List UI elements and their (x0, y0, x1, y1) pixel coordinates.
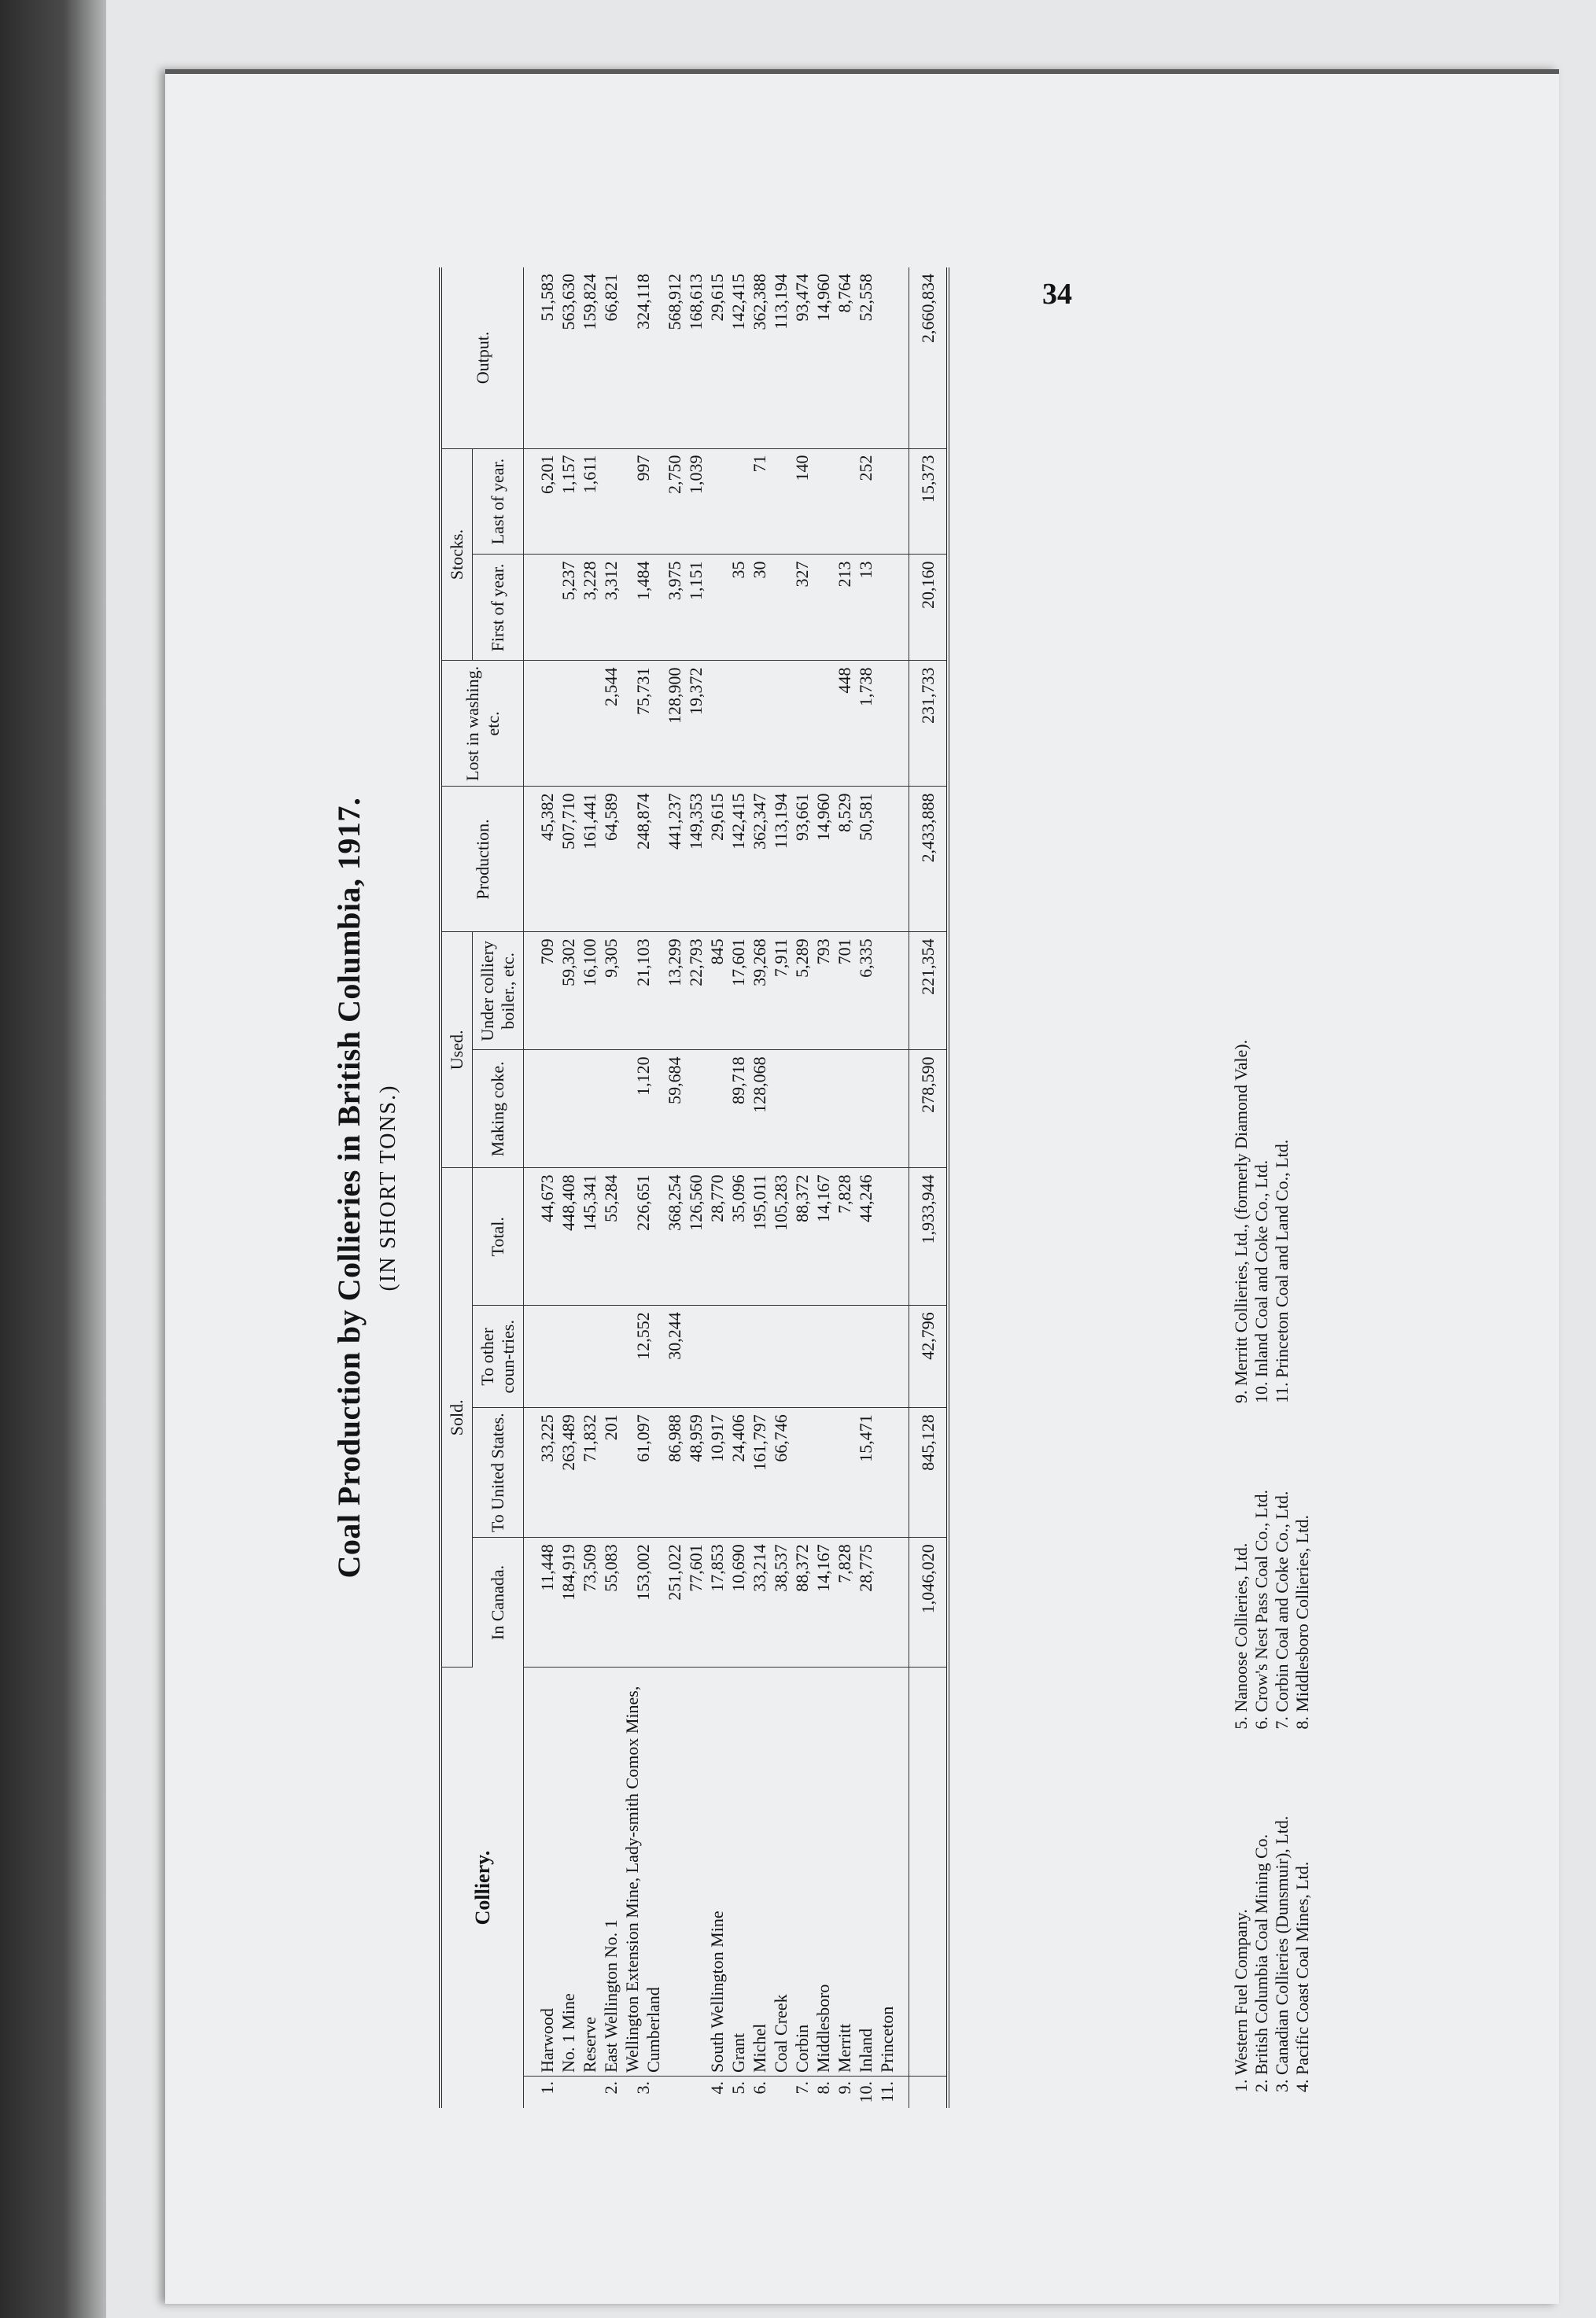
cell-production: 45,382 (524, 787, 558, 932)
totals-row (909, 267, 949, 2108)
cell-boilers: 7,911 (770, 932, 791, 1050)
cell-no (685, 2077, 706, 2108)
header-colliery: Colliery. (440, 1668, 524, 2108)
cell-lost (791, 661, 813, 787)
cell-in-canada: 153,002 (621, 1538, 664, 1668)
cell-boilers: 9,305 (600, 932, 621, 1050)
cell-production: 8,529 (834, 787, 855, 932)
cell-last (600, 448, 621, 555)
cell-lost (813, 661, 834, 787)
cell-output: 113,194 (770, 267, 791, 448)
cell-to-other: 30,244 (664, 1306, 685, 1408)
cell-to-other (791, 1306, 813, 1408)
table-subtitle: (IN SHORT TONS.) (376, 1084, 400, 1292)
cell-in-canada: 251,022 (664, 1538, 685, 1668)
cell-total: 44,673 (524, 1168, 558, 1306)
cell-total: 44,246 (855, 1168, 876, 1306)
cell-lost (558, 661, 579, 787)
header-sold: Sold. (440, 1168, 473, 1668)
cell-boilers: 21,103 (621, 932, 664, 1050)
cell-to-us: 201 (600, 1408, 621, 1538)
cell-to-us (876, 1408, 909, 1538)
cell-output: 568,912 (664, 267, 685, 448)
cell-coke (855, 1050, 876, 1168)
cell-last (834, 448, 855, 555)
cell-lost: 19,372 (685, 661, 706, 787)
cell-last: 1,039 (685, 448, 706, 555)
cell-in-canada: 10,690 (728, 1538, 749, 1668)
cell-last: 1,611 (579, 448, 600, 555)
footnote-column (1231, 1816, 1313, 2092)
cell-name: Reserve (579, 1668, 600, 2077)
cell-coke (813, 1050, 834, 1168)
cell-coke: 1,120 (621, 1050, 664, 1168)
cell-to-us: 86,988 (664, 1408, 685, 1538)
cell-no: 6. (750, 2081, 769, 2095)
cell-to-us: 24,406 (728, 1408, 749, 1538)
cell-output: 362,388 (749, 267, 770, 448)
total-in-canada: 1,046,020 (909, 1538, 949, 1668)
cell-to-other (706, 1306, 728, 1408)
cell-to-other (834, 1306, 855, 1408)
cell-total: 28,770 (706, 1168, 728, 1306)
cell-boilers: 39,268 (749, 932, 770, 1050)
cell-to-us: 10,917 (706, 1408, 728, 1538)
cell-total: 105,283 (770, 1168, 791, 1306)
cell-boilers: 709 (524, 932, 558, 1050)
cell-no: 9. (835, 2081, 854, 2095)
cell-in-canada: 77,601 (685, 1538, 706, 1668)
cell-last: 140 (791, 448, 813, 555)
cell-first (524, 555, 558, 661)
cell-last (728, 448, 749, 555)
cell-coke: 128,068 (749, 1050, 770, 1168)
cell-first: 1,151 (685, 555, 706, 661)
cell-to-other (855, 1306, 876, 1408)
cell-no: 8. (813, 2081, 833, 2095)
cell-total: 226,651 (621, 1168, 664, 1306)
cell-production: 93,661 (791, 787, 813, 932)
cell-production: 441,237 (664, 787, 685, 932)
cell-name: Michel (749, 1668, 770, 2077)
total-total: 1,933,944 (909, 1168, 949, 1306)
cell-total: 7,828 (834, 1168, 855, 1306)
cell-in-canada: 88,372 (791, 1538, 813, 1668)
cell-in-canada: 11,448 (524, 1538, 558, 1668)
cell-last (706, 448, 728, 555)
cell-output: 8,764 (834, 267, 855, 448)
cell-coke: 89,718 (728, 1050, 749, 1168)
cell-no: 10. (856, 2081, 875, 2103)
cell-name: Corbin (791, 1668, 813, 2077)
cell-last: 997 (621, 448, 664, 555)
cell-no: 5. (728, 2081, 748, 2095)
header-under-colliery-boilers: Under colliery boiler., etc. (473, 932, 524, 1050)
cell-boilers: 16,100 (579, 932, 600, 1050)
cell-production: 142,415 (728, 787, 749, 932)
table-row (855, 267, 876, 2108)
cell-boilers: 5,289 (791, 932, 813, 1050)
cell-coke (579, 1050, 600, 1168)
cell-production: 149,353 (685, 787, 706, 932)
cell-last: 71 (749, 448, 770, 555)
cell-boilers: 793 (813, 932, 834, 1050)
cell-last (876, 448, 909, 555)
cell-to-us: 15,471 (855, 1408, 876, 1538)
cell-name: Middlesboro (813, 1668, 834, 2077)
cell-to-other (876, 1306, 909, 1408)
table-row (685, 267, 706, 2108)
table-title: Coal Production by Collieries in British Columbia, 1917. (331, 797, 367, 1579)
cell-to-other (600, 1306, 621, 1408)
footnote: 7. Corbin Coal and Coke Co., Ltd. (1272, 1491, 1292, 1730)
cell-last: 1,157 (558, 448, 579, 555)
cell-output: 324,118 (621, 267, 664, 448)
cell-output: 29,615 (706, 267, 728, 448)
cell-first: 3,975 (664, 555, 685, 661)
cell-first: 30 (749, 555, 770, 661)
cell-no: 3. (632, 2081, 653, 2095)
cell-coke (770, 1050, 791, 1168)
cell-in-canada: 55,083 (600, 1538, 621, 1668)
cell-output: 66,821 (600, 267, 621, 448)
cell-first: 13 (855, 555, 876, 661)
cell-coke (600, 1050, 621, 1168)
cell-coke (524, 1050, 558, 1168)
coal-production-table (439, 267, 949, 2108)
cell-lost: 2,544 (600, 661, 621, 787)
cell-in-canada (876, 1538, 909, 1668)
cell-no: 2. (601, 2081, 621, 2095)
footnote: 6. Crow's Nest Pass Coal Co., Ltd. (1251, 1490, 1271, 1730)
rotated-table-stage (260, 252, 1408, 2124)
cell-name: Princeton (876, 1668, 909, 2077)
footnote: 4. Pacific Coast Coal Mines, Ltd. (1292, 1861, 1312, 2092)
cell-to-us (813, 1408, 834, 1538)
cell-first: 327 (791, 555, 813, 661)
table-row (770, 267, 791, 2108)
header-to-other-countries: To other coun-tries. (473, 1306, 524, 1408)
cell-boilers: 59,302 (558, 932, 579, 1050)
cell-output: 51,583 (524, 267, 558, 448)
total-production: 2,433,888 (909, 787, 949, 932)
cell-to-other: 12,552 (621, 1306, 664, 1408)
cell-lost (770, 661, 791, 787)
cell-total: 14,167 (813, 1168, 834, 1306)
table-row (813, 267, 834, 2108)
cell-production: 161,441 (579, 787, 600, 932)
cell-output: 168,613 (685, 267, 706, 448)
cell-production: 14,960 (813, 787, 834, 932)
cell-name: Coal Creek (770, 1668, 791, 2077)
cell-production: 362,347 (749, 787, 770, 932)
table-row (834, 267, 855, 2108)
cell-first: 5,237 (558, 555, 579, 661)
cell-to-other (728, 1306, 749, 1408)
cell-last: 6,201 (524, 448, 558, 555)
cell-boilers: 13,299 (664, 932, 685, 1050)
cell-lost (749, 661, 770, 787)
table-row (728, 267, 749, 2108)
cell-coke (834, 1050, 855, 1168)
total-first: 20,160 (909, 555, 949, 661)
cell-output: 159,824 (579, 267, 600, 448)
cell-no: 11. (877, 2081, 897, 2102)
total-to-us: 845,128 (909, 1408, 949, 1538)
cell-total: 55,284 (600, 1168, 621, 1306)
cell-name: Harwood (524, 1668, 558, 2077)
cell-in-canada: 73,509 (579, 1538, 600, 1668)
cell-name (664, 1668, 685, 2077)
cell-first: 3,228 (579, 555, 600, 661)
total-output: 2,660,834 (909, 267, 949, 448)
cell-first (770, 555, 791, 661)
total-boilers: 221,354 (909, 932, 949, 1050)
cell-coke (706, 1050, 728, 1168)
cell-name: No. 1 Mine (558, 1668, 579, 2077)
table-row (664, 267, 685, 2108)
cell-no: 7. (792, 2081, 812, 2095)
cell-to-us: 263,489 (558, 1408, 579, 1538)
cell-name: South Wellington Mine (706, 1668, 728, 2077)
cell-first (813, 555, 834, 661)
cell-first (876, 555, 909, 661)
cell-production: 248,874 (621, 787, 664, 932)
cell-coke (558, 1050, 579, 1168)
cell-output: 93,474 (791, 267, 813, 448)
cell-total (876, 1168, 909, 1306)
table-row (706, 267, 728, 2108)
cell-to-other (685, 1306, 706, 1408)
cell-to-other (813, 1306, 834, 1408)
total-last: 15,373 (909, 448, 949, 555)
cell-to-other (770, 1306, 791, 1408)
cell-to-other (524, 1306, 558, 1408)
cell-last: 252 (855, 448, 876, 555)
header-total: Total. (473, 1168, 524, 1306)
header-first-of-year: First of year. (473, 555, 524, 661)
cell-first: 1,484 (621, 555, 664, 661)
cell-coke: 59,684 (664, 1050, 685, 1168)
cell-in-canada: 33,214 (749, 1538, 770, 1668)
header-lost-in-washing: Lost in washing. etc. (440, 661, 524, 787)
cell-production (876, 787, 909, 932)
cell-boilers: 22,793 (685, 932, 706, 1050)
cell-first: 213 (834, 555, 855, 661)
cell-coke (791, 1050, 813, 1168)
header-making-coke: Making coke. (473, 1050, 524, 1168)
cell-first: 35 (728, 555, 749, 661)
table-row (791, 267, 813, 2108)
cell-boilers: 17,601 (728, 932, 749, 1050)
cell-to-us (791, 1408, 813, 1538)
cell-in-canada: 7,828 (834, 1538, 855, 1668)
total-to-other: 42,796 (909, 1306, 949, 1408)
table-row (524, 267, 558, 2108)
cell-to-other (558, 1306, 579, 1408)
cell-first: 3,312 (600, 555, 621, 661)
cell-first (706, 555, 728, 661)
cell-to-other (749, 1306, 770, 1408)
cell-total: 195,011 (749, 1168, 770, 1306)
table-row (600, 267, 621, 2108)
footnote: 9. Merritt Collieries, Ltd., (formerly Diamond Vale). (1231, 1039, 1251, 1404)
cell-output: 52,558 (855, 267, 876, 448)
table-row (558, 267, 579, 2108)
cell-no (770, 2077, 791, 2108)
total-coke: 278,590 (909, 1050, 949, 1168)
cell-last (770, 448, 791, 555)
cell-name (685, 1668, 706, 2077)
cell-output: 14,960 (813, 267, 834, 448)
cell-total: 88,372 (791, 1168, 813, 1306)
cell-total: 35,096 (728, 1168, 749, 1306)
cell-in-canada: 14,167 (813, 1538, 834, 1668)
table-row (876, 267, 909, 2108)
cell-lost (706, 661, 728, 787)
header-stocks: Stocks. (440, 448, 473, 661)
cell-name: Inland (855, 1668, 876, 2077)
cell-in-canada: 28,775 (855, 1538, 876, 1668)
footnote-column (1231, 1040, 1313, 1403)
scan-edge (0, 0, 106, 2318)
table-row (749, 267, 770, 2108)
footnote-column (1231, 1490, 1313, 1730)
cell-last (813, 448, 834, 555)
cell-to-us: 71,832 (579, 1408, 600, 1538)
cell-to-other (579, 1306, 600, 1408)
cell-boilers: 6,335 (855, 932, 876, 1050)
cell-lost: 75,731 (621, 661, 664, 787)
total-lost: 231,733 (909, 661, 949, 787)
cell-boilers: 701 (834, 932, 855, 1050)
cell-no: 1. (537, 2081, 557, 2095)
footnote: 3. Canadian Collieries (Dunsmuir), Ltd. (1272, 1815, 1292, 2092)
cell-coke (876, 1050, 909, 1168)
header-to-united-states: To United States. (473, 1408, 524, 1538)
cell-boilers: 845 (706, 932, 728, 1050)
cell-to-us: 48,959 (685, 1408, 706, 1538)
cell-lost: 128,900 (664, 661, 685, 787)
header-in-canada: In Canada. (473, 1538, 524, 1668)
cell-name: East Wellington No. 1 (600, 1668, 621, 2077)
cell-in-canada: 184,919 (558, 1538, 579, 1668)
cell-name: Merritt (834, 1668, 855, 2077)
cell-lost (579, 661, 600, 787)
footnote: 10. Inland Coal and Coke Co., Ltd. (1251, 1159, 1271, 1404)
cell-name: Grant (728, 1668, 749, 2077)
cell-to-us: 161,797 (749, 1408, 770, 1538)
cell-production: 29,615 (706, 787, 728, 932)
cell-in-canada: 17,853 (706, 1538, 728, 1668)
table-row (579, 267, 600, 2108)
footnote: 5. Nanoose Collieries, Ltd. (1231, 1542, 1251, 1730)
cell-to-us (834, 1408, 855, 1538)
total-name (909, 1668, 949, 2077)
cell-production: 113,194 (770, 787, 791, 932)
footnote: 11. Princeton Coal and Land Co., Ltd. (1272, 1139, 1292, 1404)
cell-lost: 1,738 (855, 661, 876, 787)
cell-output: 142,415 (728, 267, 749, 448)
cell-no (558, 2077, 579, 2108)
cell-production: 50,581 (855, 787, 876, 932)
cell-to-us: 33,225 (524, 1408, 558, 1538)
cell-output (876, 267, 909, 448)
header-output: Output. (440, 267, 524, 448)
cell-lost (524, 661, 558, 787)
cell-production: 64,589 (600, 787, 621, 932)
footnote: 2. British Columbia Coal Mining Co. (1251, 1833, 1271, 2092)
cell-lost (876, 661, 909, 787)
footnote: 8. Middlesboro Collieries, Ltd. (1292, 1515, 1312, 1730)
cell-lost: 448 (834, 661, 855, 787)
cell-name: Wellington Extension Mine, Lady-smith Comox Mines, Cumberland (621, 1668, 664, 2077)
cell-output: 563,630 (558, 267, 579, 448)
table-row (621, 267, 664, 2108)
footnotes (1231, 283, 1313, 2092)
cell-production: 507,710 (558, 787, 579, 932)
header-production: Production. (440, 787, 524, 932)
cell-no (664, 2077, 685, 2108)
cell-total: 126,560 (685, 1168, 706, 1306)
footnote: 1. Western Fuel Company. (1231, 1909, 1251, 2092)
cell-no: 4. (707, 2081, 727, 2095)
cell-coke (685, 1050, 706, 1168)
header-last-of-year: Last of year. (473, 448, 524, 555)
cell-boilers (876, 932, 909, 1050)
cell-total: 145,341 (579, 1168, 600, 1306)
cell-total: 368,254 (664, 1168, 685, 1306)
cell-total: 448,408 (558, 1168, 579, 1306)
header-used: Used. (440, 932, 473, 1168)
cell-to-us: 66,746 (770, 1408, 791, 1538)
cell-last: 2,750 (664, 448, 685, 555)
cell-lost (728, 661, 749, 787)
cell-in-canada: 38,537 (770, 1538, 791, 1668)
page-number: 34 (1042, 278, 1072, 311)
cell-no (579, 2077, 600, 2108)
cell-to-us: 61,097 (621, 1408, 664, 1538)
total-no (909, 2077, 949, 2108)
